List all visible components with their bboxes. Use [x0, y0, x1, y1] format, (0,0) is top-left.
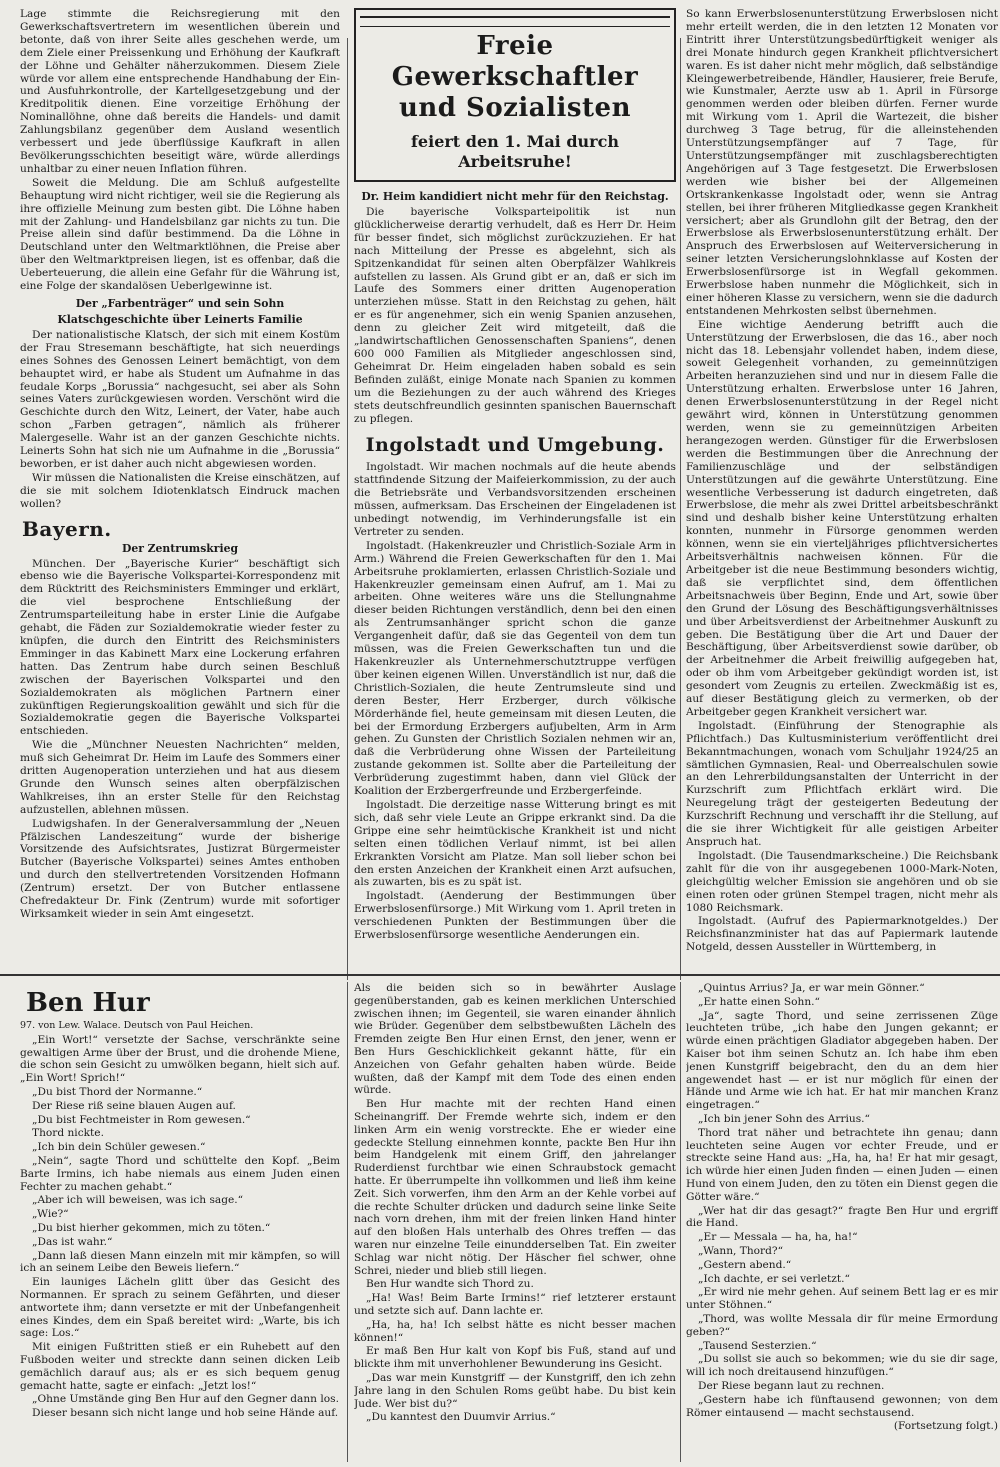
paragraph: Die bayerische Volksparteipolitik ist nun glücklicherweise derartig verhudelt, daß es Herr Dr. Heim für besser findet, sich möglichst zurückzuziehen. Er hat nach Mitteilung der Presse es abgelehnt, sich als Spitzenkandidat für seinen alten Oberpfälzer Wahlkreis aufstellen zu lassen. Als Grund gibt er an, daß er sich im Laufe des Sommers einer dritten Augenoperation unterziehen müsse. Statt in den Reichstag zu gehen, hält er es für angenehmer, sich ein wenig Spanien anzusehen, denn zu gleicher Zeit wird mitgeteilt, daß die „landwirtschaftlichen Genossenschaften Spaniens“, denen 600 000 Familien als Mitglieder angeschlossen sind, Geheimrat Dr. Heim eingeladen haben sobald es sein Befinden zuläßt, einige Monate nach Spanien zu kommen um die Beziehungen zu der auch während des Krieges stets deutschfreundlich gesinnten spanischen Bauernschaft zu pflegen. — [354, 206, 676, 425]
paragraph: Ingolstadt. Die derzeitige nasse Witterung bringt es mit sich, daß sehr viele Leute an Grippe erkrankt sind. Da die Grippe eine sehr heimtückische Krankheit ist und nicht selten einen tödlichen Verlauf nimmt, ist bei allen Erkrankten Vorsicht am Platze. Man soll lieber schon bei den ersten Anzeichen der Krankheit einen Arzt aufsuchen, als zuwarten, bis es zu spät ist. — [354, 798, 676, 889]
paragraph: „Ich dachte, er sei verletzt.“ — [698, 1272, 850, 1285]
article-heading: Dr. Heim kandidiert nicht mehr für den Reichstag. — [361, 190, 669, 203]
column-rule — [347, 38, 348, 980]
paragraph: Thord nickte. — [32, 1127, 104, 1140]
serial-column-1 — [20, 982, 340, 1421]
paragraph: „Gestern habe ich fünftausend gewonnen; von dem Römer eintausend — macht sechstausend. — [686, 1393, 998, 1419]
paragraph: Der nationalistische Klatsch, der sich mit einem Kostüm der Frau Stresemann beschäftigte, hat sich neuerdings eines Sohnes des Genossen Leinert bemächtigt, von dem behauptet wird, er habe als Student um Aufnahme in das feudale Korps „Borussia“ nachgesucht, sei aber als Sohn seines Vaters zurückgewiesen worden. Verschönt wird die Geschichte durch den Witz, Leinert, der Vater, habe auch schon „Farben getragen“, nämlich als früherer Malergeselle. Wahr ist an der ganzen Geschichte nichts. Leinerts Sohn hat sich nie um Aufnahme in die „Borussia“ beworben, er ist daher auch nicht abgewiesen worden. — [20, 328, 340, 470]
paragraph: Wie die „Münchner Neuesten Nachrichten“ melden, muß sich Geheimrat Dr. Heim im Laufe des Sommers einer dritten Augenoperation unterziehen und hat aus diesem Grunde den Wunsch seines alten oberpfälzischen Wahlkreises, ihn an erster Stelle für den Reichstag aufzustellen, ablehnen müssen. — [20, 739, 340, 816]
paragraph: „Du bist Fechtmeister in Rom gewesen.“ — [32, 1113, 251, 1126]
paragraph: „Das war mein Kunstgriff — der Kunstgriff, den ich zehn Jahre lang in den Schulen Roms geübt habe. Du bist kein Jude. Wer bist du?“ — [354, 1371, 676, 1410]
paragraph: „Ich bin dein Schüler gewesen.“ — [32, 1141, 206, 1154]
paragraph: „Ein Wort!“ versetzte der Sachse, verschränkte seine gewaltigen Arme über der Brust, und die drohende Miene, die schon sein Gesicht zu umwölken begann, hielt sich auf. „Ein Wort! Sprich!“ — [20, 1033, 340, 1085]
column-1 — [20, 8, 340, 922]
paragraph: „Thord, was wollte Messala dir für meine Ermordung geben?“ — [686, 1312, 998, 1338]
serial-section — [12, 982, 998, 1462]
paragraph: „Wann, Thord?“ — [698, 1244, 783, 1257]
paragraph: Ben Hur machte mit der rechten Hand einen Scheinangriff. Der Fremde wehrte sich, indem er den linken Arm ein wenig vorstreckte. Ehe er wieder eine gedeckte Stellung einnehmen konnte, packte Ben Hur ihn beim Handgelenk mit einem Griff, den jahrelanger Ruderdienst furchtbar wie einen Schraubstock gemacht hatte. Er überrumpelte ihn vollkommen und ließ ihm keine Zeit. Sich vorwerfen, ihm den Arm an der Kehle vorbei auf die rechte Schulter drücken und dadurch seine linke Seite nach vorn drehen, ihm mit der freien linken Hand hinter auf den bloßen Hals unterhalb des Ohres treffen — das waren nur einzelne Teile einundderselben Tat. Ein zweiter Schlag war nicht nötig. Der Häscher fiel schwer, ohne Schrei, nieder und blieb still liegen. — [354, 1098, 676, 1277]
paragraph: „Du bist Thord der Normanne.“ — [32, 1085, 203, 1098]
paragraph: Ingolstadt. (Aufruf des Papiermarknotgeldes.) Der Reichsfinanzminister hat das auf Papiermark lautende Notgeld, dessen Aussteller in Württemberg, in — [686, 915, 998, 954]
announcement-box — [354, 8, 676, 182]
paragraph: Ingolstadt. (Einführung der Stenographie als Pflichtfach.) Das Kultusministerium veröffentlicht drei Bekanntmachungen, wonach vom Schuljahr 1924/25 an sämtlichen Gymnasien, Real- und Oberrealschulen sowie an den Lehrerbildungsanstalten der Unterricht in der Kurzschrift zum Pflichtfach erklärt wird. Die Neuregelung trägt der gesteigerten Bedeutung der Kurzschrift Rechnung und verschafft ihr die Stellung, auf die sie ihrer Wichtigkeit für alle geistigen Arbeiter Anspruch hat. — [686, 719, 998, 848]
section-heading-ingolstadt: Ingolstadt und Umgebung. — [365, 434, 665, 457]
paragraph: „Gestern abend.“ — [698, 1258, 792, 1271]
upper-section — [12, 8, 998, 980]
serial-column-2 — [354, 982, 676, 1425]
paragraph: Soweit die Meldung. Die am Schluß aufgestellte Behauptung wird nicht richtiger, weil sie die Regierung als ihre offizielle Meinung zum besten gibt. Die Löhne haben mit der Zahlung- und Handelsbilanz gar nichts zu tun. Die Preise allein sind dafür bestimmend. Da die Löhne in Deutschland unter den Weltmarktlöhnen, die Preise aber über den Weltmarktpreisen liegen, ist es offenbar, daß die Ueberteuerung, die allein eine Gefahr für die Währung ist, eine Folge der skandalösen Ueberlgewinne ist. — [20, 176, 340, 293]
paragraph: Lage stimmte die Reichsregierung mit den Gewerkschaftsvertretern im wesentlichen überein und betonte, daß von ihrer Seite alles geschehen werde, um dem Ziele einer Preissenkung und Erhöhung der Kaufkraft der Löhne und Gehälter näherzukommen. Diesem Ziele würde vor allem eine entsprechende Handhabung der Ein- und Ausfuhrkontrolle, der Kartellgesetzgebung und der Kreditpolitik dienen. Eine vorzeitige Erhöhung der Nominallöhne, ohne daß bereits die Handels- und damit Zahlungsbilanz gegenüber dem Ausland wesentlich verbessert und jede überflüssige Kaufkraft in allen Bevölkerungsschichten beseitigt wäre, würde allerdings unhaltbar zu einer neuen Inflation führen. — [20, 8, 340, 175]
paragraph: „Du kanntest den Duumvir Arrius.“ — [366, 1411, 556, 1424]
column-rule — [347, 982, 348, 1462]
paragraph: „Ha! Was! Beim Barte Irmins!“ rief letzterer erstaunt und setzte sich auf. Dann lachte er. — [354, 1292, 676, 1317]
paragraph: Als die beiden sich so in bewährter Auslage gegenüberstanden, gab es keinen merklichen Unterschied zwischen ihnen; im Gegenteil, sie waren einander ähnlich wie Brüder. Gegenüber dem selbstbewußten Lächeln des Fremden zeigte Ben Hur einen Ernst, den jener, wenn er Ben Hurs Geschicklichkeit gekannt hätte, für ein Anzeichen von Gefahr gehalten haben würde. Beide wußten, daß der Kampf mit dem Tode des einen enden würde. — [354, 982, 676, 1097]
paragraph: „Ha, ha, ha! Ich selbst hätte es nicht besser machen können!“ — [354, 1318, 676, 1344]
paragraph: Dieser besann sich nicht lange und hob seine Hände auf. — [32, 1407, 339, 1420]
paragraph: Er maß Ben Hur kalt von Kopf bis Fuß, stand auf und blickte ihm mit unverhohlener Bewunderung ins Gesicht. — [354, 1345, 676, 1371]
paragraph: „Tausend Sesterzien.“ — [698, 1339, 817, 1352]
paragraph: „Nein“, sagte Thord und schüttelte den Kopf. „Beim Barte Irmins, ich habe niemals aus einem Juden einen Fechter zu machen gehabt.“ — [20, 1154, 340, 1193]
serial-column-3 — [686, 982, 998, 1434]
paragraph: Thord trat näher und betrachtete ihn genau; dann leuchteten seine Augen vor echter Freude, und er streckte seine Hand aus: „Ha, ha, ha! Er hat mir gesagt, ich würde hier einen Juden finden — einen Juden — einen Hund von einem Juden, den zu töten ein Dienst gegen die Götter wäre.“ — [686, 1126, 998, 1203]
article-heading: Der Zentrumskrieg — [122, 541, 238, 555]
paragraph: Ludwigshafen. In der Generalversammlung der „Neuen Pfälzischen Landeszeitung“ wurde der bisherige Vorsitzende des Aufsichtsrates, Justizrat Bürgermeister Butcher (Bayerische Volkspartei) seines Amtes enthoben und durch den stellvertretenden Vorsitzenden Hofmann (Zentrum) ersetzt. Der von Butcher entlassene Chefredakteur Dr. Fink (Zentrum) wurde mit sofortiger Wirksamkeit wieder in sein Amt eingesetzt. — [20, 817, 340, 920]
paragraph: „Quintus Arrius? Ja, er war mein Gönner.“ — [698, 982, 925, 994]
column-rule — [680, 982, 681, 1462]
paragraph: „Du bist hierher gekommen, mich zu töten.“ — [32, 1221, 271, 1234]
column-rule — [680, 38, 681, 980]
paragraph: Ingolstadt. (Aenderung der Bestimmungen über Erwerbslosenfürsorge.) Mit Wirkung vom 1. April treten in verschiedenen Punkten der Bestimmungen über die Erwerbslosenfürsorge wesentliche Aenderungen ein. — [354, 890, 676, 942]
paragraph: Eine wichtige Aenderung betrifft auch die Unterstützung der Erwerbslosen, die das 16., aber noch nicht das 18. Lebensjahr vollendet haben, indem diese, soweit Gelegenheit vorhanden, zu gemeinnützigen Arbeiten heranzuziehen sind und nur in diesem Falle die Unterstützung erhalten. Erwerbslose unter 16 Jahren, denen Erwerbslosenunterstützung in der Regel nicht gewährt wird, können in Unterstützung genommen werden, wenn sie zu gemeinnützigen Arbeiten herangezogen werden. Günstiger für die Erwerbslosen werden die Bestimmungen über die Anrechnung der Familienzuschläge und der selbständigen Unterstützungen auf die gewährte Unterstützung. Eine wesentliche Verbesserung ist dadurch eingetreten, daß Erwerbslose, die mehr als zwei Drittel arbeitsbeschränkt sind und deshalb bisher keine Unterstützung erhalten konnten, nunmehr in Fürsorge genommen werden können, wenn sie ein vierteljähriges pflichtversichertes Arbeitsverhältnis nachweisen können. Für die Arbeitgeber ist die neue Bestimmung besonders wichtig, daß sie verpflichtet sind, dem öffentlichen Arbeitsnachweis über Beginn, Ende und Art, sowie über den Grund der Lösung des Beschäftigungsverhältnisses und über Arbeitsverdienst der Arbeitnehmer Auskunft zu geben. Die Bestätigung über die Art und Dauer der Beschäftigung, über Arbeitsverdienst sowie darüber, ob der Arbeitnehmer die Arbeit freiwillig aufgegeben hat, oder ob ihm vom Arbeitgeber gekündigt worden ist, ist gesondert vom Zeugnis zu erteilen. Zweckmäßig ist es, auf dieser Bestätigung gleich zu vermerken, ob der Arbeitgeber gegen Krankheit versichert war. — [686, 318, 998, 718]
paragraph: „Wie?“ — [32, 1208, 69, 1221]
paragraph: „Ohne Umstände ging Ben Hur auf den Gegner dann los. — [32, 1393, 339, 1406]
announcement-title-line2: und Sozialisten — [399, 93, 631, 123]
paragraph: „Dann laß diesen Mann einzeln mit mir kämpfen, so will ich an seinem Leibe den Beweis liefern.“ — [20, 1249, 340, 1275]
paragraph: München. Der „Bayerische Kurier“ beschäftigt sich ebenso wie die Bayerische Volkspartei-Korrespondenz mit dem Rücktritt des Reichsministers Emminger und erklärt, die viel besprochene Entschließung der Zentrumsparteileitung habe in erster Linie die Aufgabe gehabt, die Fäden zur Sozialdemokratie wieder fester zu knüpfen, die durch den Eintritt des Reichsministers Emminger in das Kabinett Marx eine Lockerung erfahren hatten. Das Zentrum habe durch seinen Beschluß zwischen der Bayerischen Volkspartei und den Sozialdemokraten als möglichen Partnern einer zukünftigen Regierungskoalition gewählt und sich für die Sozialdemokratie gegen die Bayerische Volkspartei entschieden. — [20, 557, 340, 738]
paragraph: Ben Hur wandte sich Thord zu. — [366, 1278, 534, 1291]
continued-note: (Fortsetzung folgt.) — [893, 1420, 998, 1433]
paragraph: Ein launiges Lächeln glitt über das Gesicht des Normannen. Er sprach zu seinem Gefährten, und dieser antwortete ihm; dann versetzte er mit der Unbefangenheit eines Kindes, dem ein Spaß bereitet wird: „Warte, bis ich sage: Los.“ — [20, 1276, 340, 1340]
section-heading-bayern: Bayern. — [22, 516, 112, 541]
article-heading: Der „Farbenträger“ und sein Sohn — [75, 296, 285, 310]
article-subheading: Klatschgeschichte über Leinerts Familie — [57, 312, 303, 326]
paragraph: Ingolstadt. (Hakenkreuzler und Christlich-Soziale Arm in Arm.) Während die Freien Gewerkschaften für den 1. Mai Arbeitsruhe proklamierten, erlassen Christlich-Soziale und Hakenkreuzler gemeinsam einen Aufruf, am 1. Mai zu arbeiten. Ohne weiteres wäre uns die Stellungnahme dieser beiden Richtungen verständlich, denn bei den einen als Zentrumsanhänger spricht schon die ganze Vergangenheit dafür, daß sie das Gegenteil von dem tun müssen, was die Freien Gewerkschaften tun und die Hakenkreuzler als Unternehmerschutztruppe verfügen über keinen eigenen Willen. Unverständlich ist nur, daß die Christlich-Sozialen, die heute Zentrumsleute sind und deren Bester, Herr Erzberger, durch völkische Mörderhände fiel, heute gemeinsam mit diesen Leuten, die bei der Ermordung Erzbergers aufjubelten, Arm in Arm gehen. Zu Gunsten der Christlich Sozialen nehmen wir an, daß die Verbrüderung ohne Wissen der Parteileitung zustande gekommen ist. Sollte aber die Parteileitung der Verbrüderung zugestimmt haben, dann viel Glück der Koalition der Erzbergerfreunde und Erzbergerfeinde. — [354, 539, 676, 798]
column-3 — [686, 8, 998, 955]
paragraph: „Ja“, sagte Thord, und seine zerrissenen Züge leuchteten trübe, „ich habe den Jungen gekannt; er würde einen prächtigen Gladiator abgegeben haben. Der Kaiser bot ihm seinen Schutz an. Ich habe ihm eben jenen Kunstgriff beigebracht, den du an dem hier angewendet hast — er ist nur möglich für einen der Hände und Arme wie ich hat. Er hat mir manchen Kranz eingetragen.“ — [686, 1009, 998, 1112]
section-divider — [0, 974, 1000, 976]
paragraph: „Wer hat dir das gesagt?“ fragte Ben Hur und ergriff die Hand. — [686, 1204, 998, 1230]
paragraph: „Er hatte einen Sohn.“ — [698, 995, 820, 1008]
serial-byline: 97. von Lew. Walace. Deutsch von Paul Heichen. — [20, 1020, 254, 1031]
announcement-subtitle: feiert den 1. Mai durch Arbeitsruhe! — [411, 132, 619, 171]
column-2 — [354, 8, 676, 943]
paragraph: Mit einigen Fußtritten stieß er ein Ruhebett auf den Fußboden weiter und streckte dann seinen dicken Leib gemächlich darauf aus; als er es sich bequem genug gemacht hatte, sagte er einfach: „Jetzt los!“ — [20, 1341, 340, 1392]
serial-title: Ben Hur — [26, 988, 150, 1018]
paragraph: Der Riese riß seine blauen Augen auf. — [32, 1099, 236, 1112]
paragraph: Der Riese begann laut zu rechnen. — [698, 1379, 885, 1392]
paragraph: „Du sollst sie auch so bekommen; wie du sie dir sage, will ich noch dreitausend hinzufügen.“ — [686, 1353, 998, 1379]
ornament-border — [360, 16, 670, 27]
paragraph: „Aber ich will beweisen, was ich sage.“ — [32, 1194, 244, 1207]
paragraph: So kann Erwerbslosenunterstützung Erwerbslosen nicht mehr erteilt werden, die in den letzten 12 Monaten vor Eintritt ihrer Unterstützungsbedürftigkeit weniger als drei Monate hindurch gegen Krankheit pflichtversichert waren. Es ist daher nicht mehr möglich, daß selbständige Kleingewerbetreibende, Händler, Hausierer, freie Berufe, wie Kunstmaler, Aerzte usw ab 1. April in Fürsorge genommen werden oder bleiben dürfen. Ferner wurde mit Wirkung vom 1. April die Wartezeit, die bisher durchweg 3 Tage betrug, für die alleinstehenden Unterstützungsempfänger auf 7 Tage, für Unterstützungsempfänger mit zuschlagsberechtigten Angehörigen auf 3 Tage festgesetzt. Die Erwerbslosen werden wie bisher bei der Allgemeinen Ortskrankenkasse Ingolstadt oder, wenn sie Antrag stellen, bei ihrer früheren Mitgliedkasse gegen Krankheit versichert; aber als Grundlohn gilt der Betrag, den der Erwerbslose als Erwerbslosenunterstützung erhält. Der Anspruch des Erwerbslosen auf Weiterversicherung in seiner letzten Versicherungslohnklasse auf Kosten der Erwerbslosenfürsorge ist in Wegfall gekommen. Erwerbslose haben nunmehr die Möglichkeit, sich in einer höheren Klasse zu versichern, wenn sie die dadurch entstandenen Mehrkosten selbst übernehmen. — [686, 8, 998, 317]
paragraph: „Er — Messala — ha, ha, ha!“ — [698, 1231, 858, 1244]
paragraph: „Das ist wahr.“ — [32, 1235, 113, 1248]
paragraph: „Er wird nie mehr gehen. Auf seinem Bett lag er es mir unter Stöhnen.“ — [686, 1286, 998, 1312]
announcement-title-line1: Freie Gewerkschaftler — [391, 31, 639, 92]
paragraph: „Ich bin jener Sohn des Arrius.“ — [698, 1112, 870, 1125]
paragraph: Ingolstadt. (Die Tausendmarkscheine.) Die Reichsbank zahlt für die von ihr ausgegebenen 1000-Mark-Noten, gleichgültig welcher Emission sie angehören und ob sie einen roten oder grünen Stempel tragen, nicht mehr als 1080 Reichsmark. — [686, 849, 998, 914]
paragraph: Ingolstadt. Wir machen nochmals auf die heute abends stattfindende Sitzung der Maifeierkommission, zu der auch die Betriebsräte und Verbandsvorsitzenden erscheinen müssen, aufmerksam. Das Erscheinen der Eingeladenen ist unbedingt notwendig, im Verhinderungsfalle ist ein Vertreter zu senden. — [354, 461, 676, 538]
paragraph: Wir müssen die Nationalisten die Kreise einschätzen, auf die sie mit solchem Idiotenklatsch Eindruck machen wollen? — [20, 471, 340, 510]
